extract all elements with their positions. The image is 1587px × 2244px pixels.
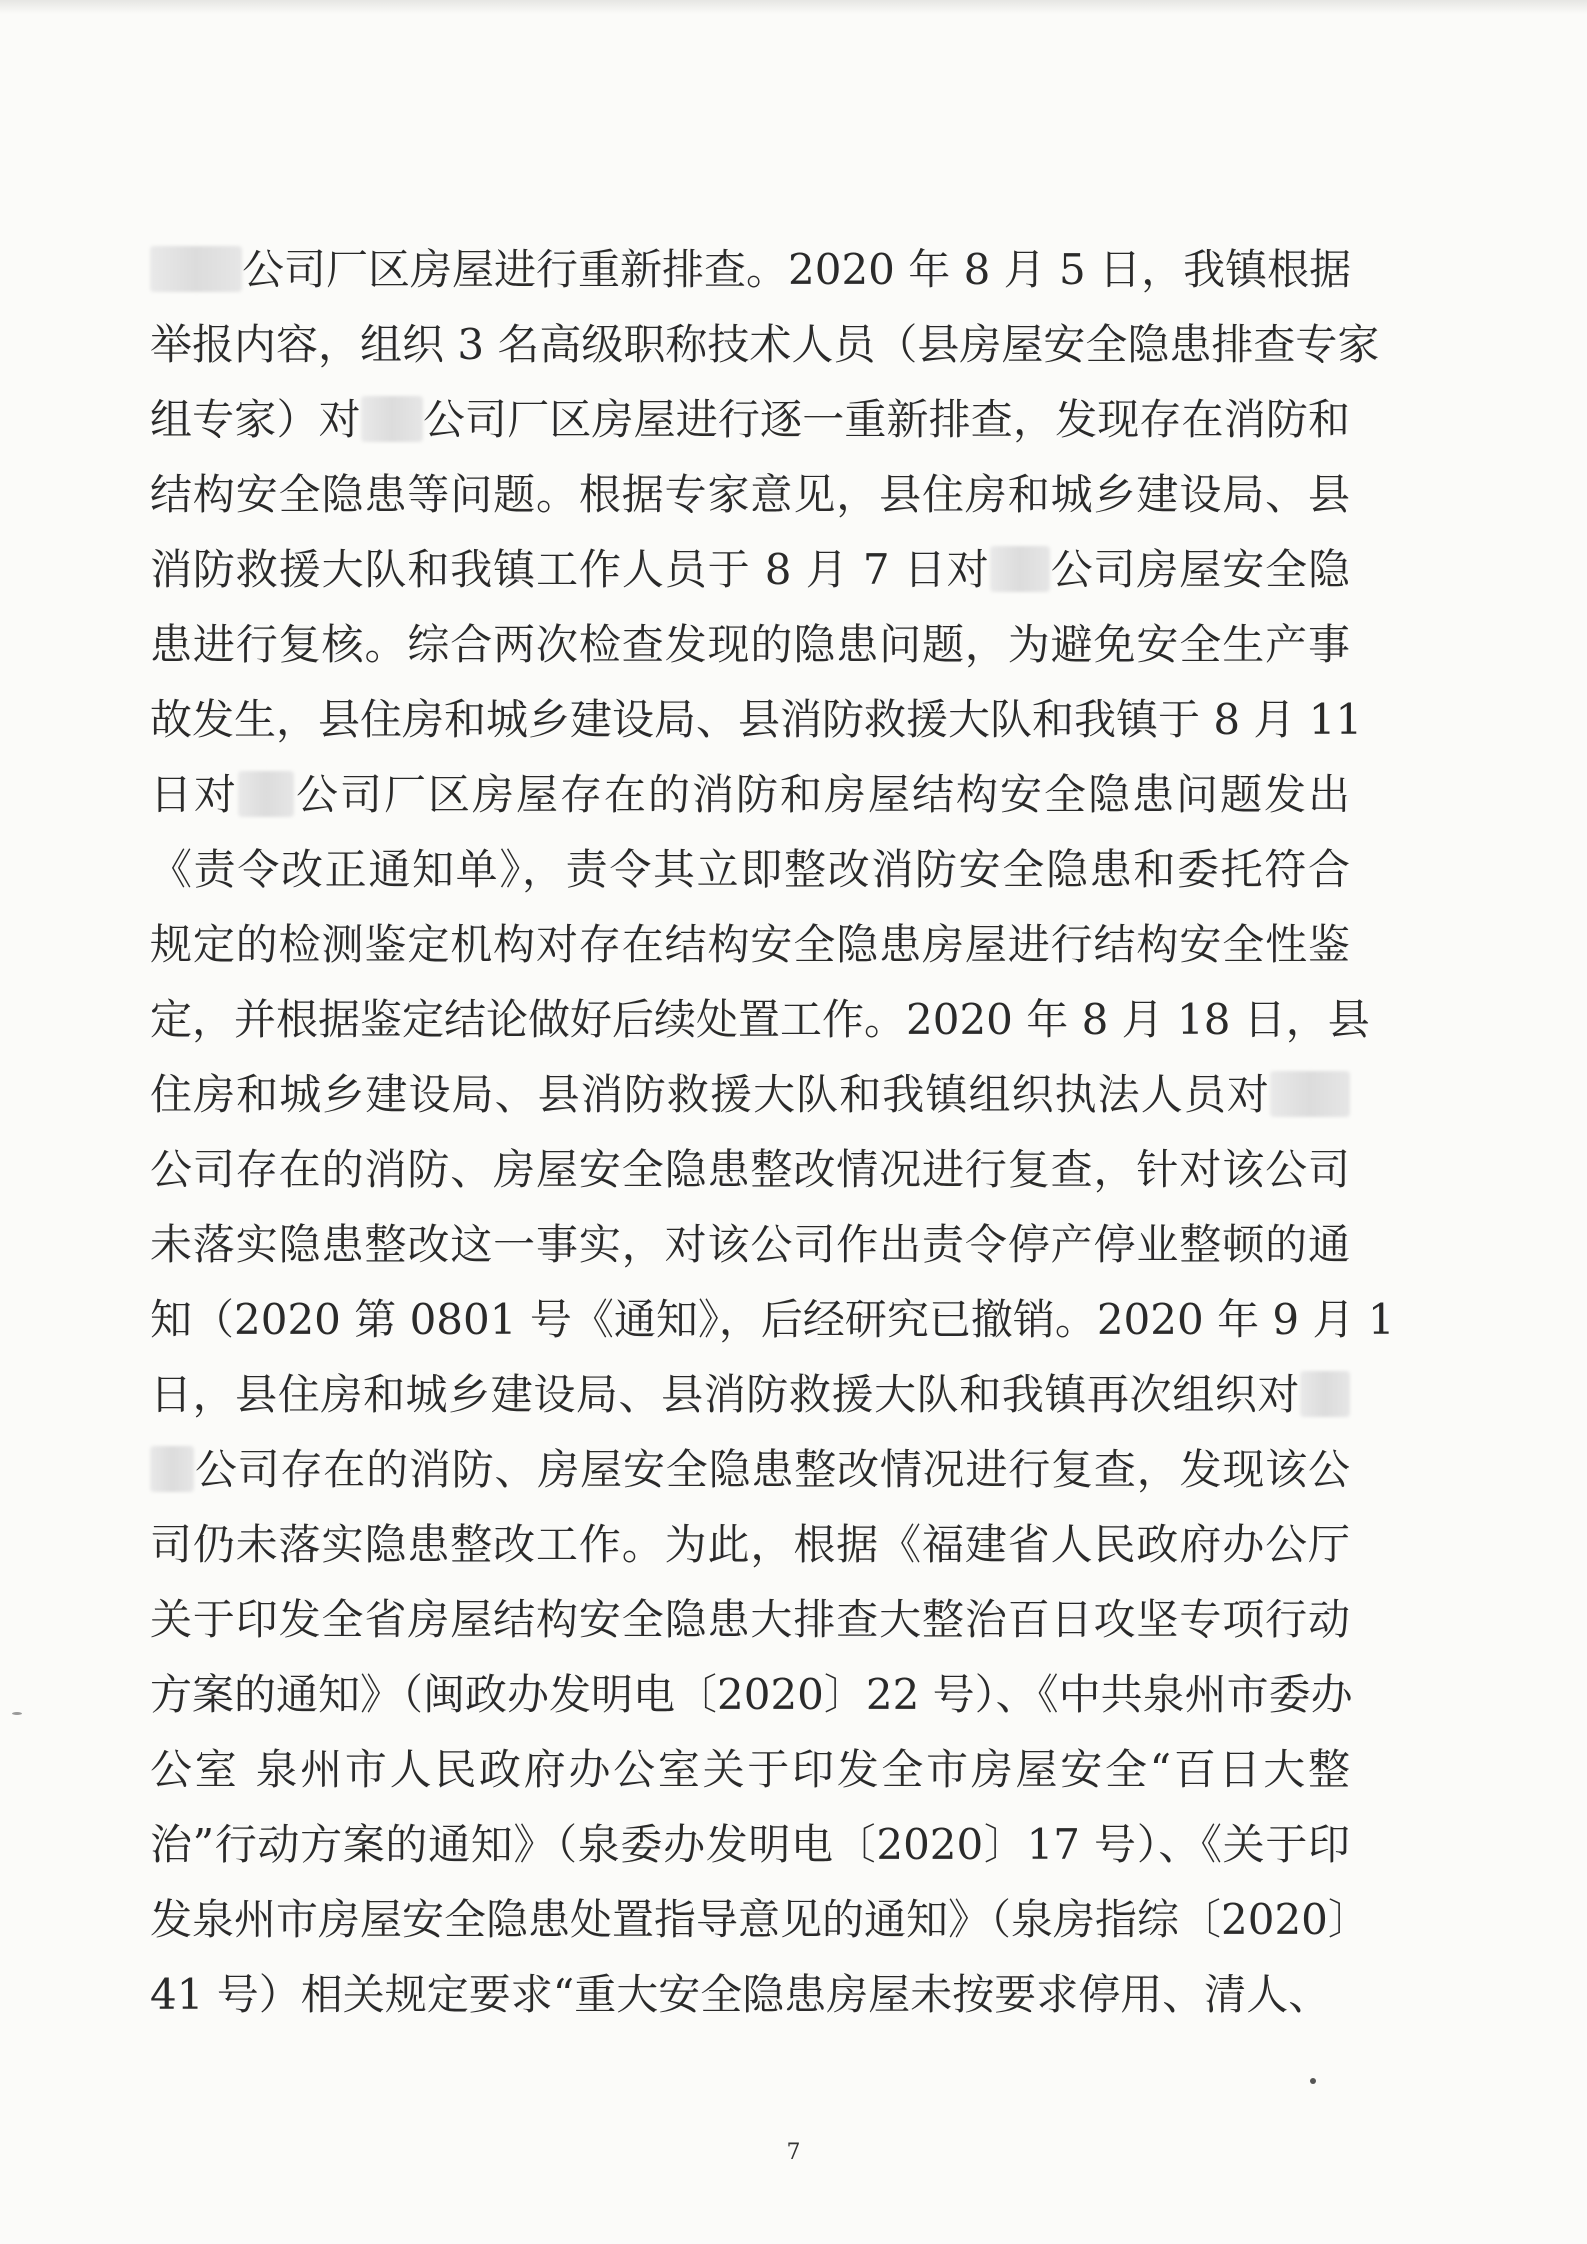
redacted-company-name [1300,1371,1350,1417]
text-line: 方案的通知》（闽政办发明电〔2020〕22 号）、《中共泉州市委办 [150,1670,1353,1719]
redacted-company-name [1270,1071,1350,1117]
text-line: 举报内容，组织 3 名高级职称技术人员（县房屋安全隐患排查专家 [150,320,1380,369]
scan-speck [1310,2078,1316,2084]
text-line: 发泉州市房屋安全隐患处置指导意见的通知》（泉房指综〔2020〕 [150,1895,1370,1944]
redacted-company-name [150,246,242,292]
text-line: 公司厂区房屋进行重新排查。2020 年 8 月 5 日，我镇根据 [150,232,1350,307]
scan-speck [12,1712,22,1715]
redacted-company-name [990,546,1050,592]
text-line: 关于印发全省房屋结构安全隐患大排查大整治百日攻坚专项行动 [150,1595,1350,1644]
scan-edge [0,0,1587,14]
text-line: 规定的检测鉴定机构对存在结构安全隐患房屋进行结构安全性鉴 [150,920,1350,969]
text-line: 治”行动方案的通知》（泉委办发明电〔2020〕17 号）、《关于印 [150,1820,1350,1869]
text-line: 结构安全隐患等问题。根据专家意见，县住房和城乡建设局、县 [150,470,1350,519]
text-line: 41 号）相关规定要求“重大安全隐患房屋未按要求停用、清人、 [150,1970,1331,2019]
text-line: 《责令改正通知单》，责令其立即整改消防安全隐患和委托符合 [150,845,1350,894]
redacted-company-name [150,1446,194,1492]
document-body [150,232,1395,2032]
text-line: 公司存在的消防、房屋安全隐患整改情况进行复查，发现该公 [150,1432,1350,1507]
text-line: 知（2020 第 0801 号《通知》，后经研究已撤销。2020 年 9 月 1 [150,1295,1395,1344]
text-line: 消防救援大队和我镇工作人员于 8 月 7 日对 公司房屋安全隐 [150,545,1350,594]
text-line: 患进行复核。综合两次检查发现的隐患问题，为避免安全生产事 [150,620,1350,669]
text-line: 故发生，县住房和城乡建设局、县消防救援大队和我镇于 8 月 11 [150,695,1363,744]
page-number: 7 [786,2140,801,2165]
text-line: 日，县住房和城乡建设局、县消防救援大队和我镇再次组织对 [150,1357,1350,1432]
text-line: 住房和城乡建设局、县消防救援大队和我镇组织执法人员对 [150,1057,1350,1132]
text-line: 公室 泉州市人民政府办公室关于印发全市房屋安全“百日大整 [150,1745,1350,1794]
text-line: 未落实隐患整改这一事实，对该公司作出责令停产停业整顿的通 [150,1220,1350,1269]
redacted-company-name [361,396,423,442]
text-line: 组专家）对 公司厂区房屋进行逐一重新排查，发现存在消防和 [150,395,1350,444]
text-line: 日对 公司厂区房屋存在的消防和房屋结构安全隐患问题发出 [150,770,1350,819]
redacted-company-name [238,771,294,817]
text-line: 司仍未落实隐患整改工作。为此，根据《福建省人民政府办公厅 [150,1520,1350,1569]
text-line: 定，并根据鉴定结论做好后续处置工作。2020 年 8 月 18 日，县 [150,995,1370,1044]
text-line: 公司存在的消防、房屋安全隐患整改情况进行复查，针对该公司 [150,1145,1350,1194]
